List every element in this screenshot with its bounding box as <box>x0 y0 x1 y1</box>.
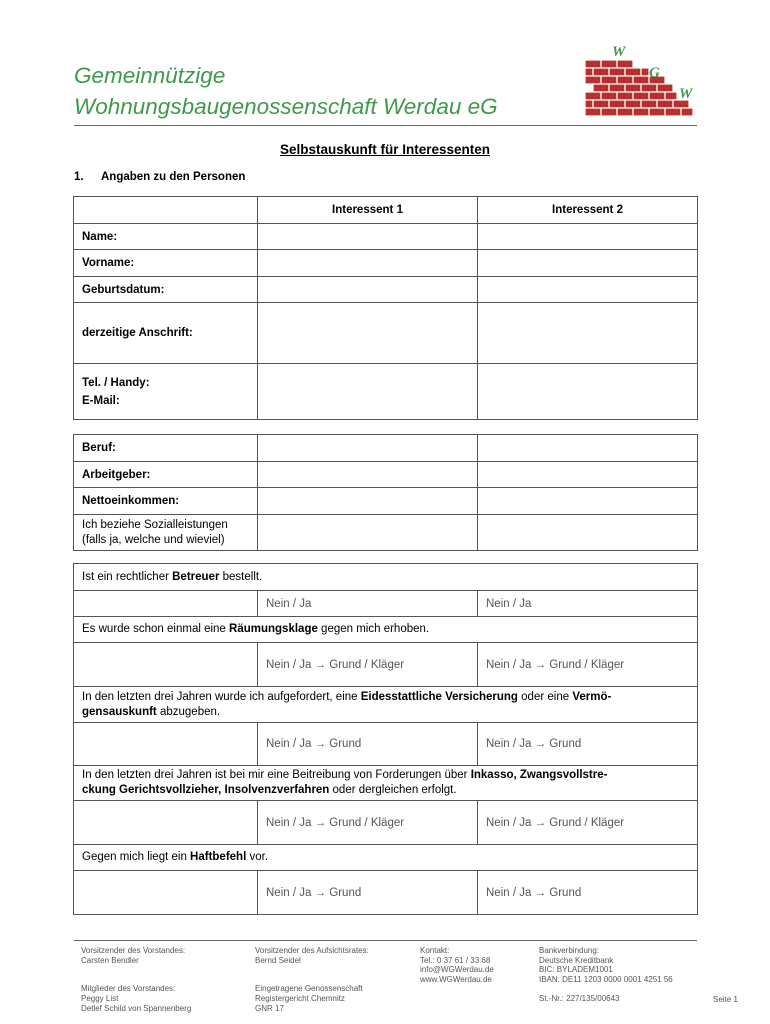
answer-eidesstattliche-1[interactable]: Nein / Ja → Grund <box>258 723 478 766</box>
statement-text: bestellt. <box>219 570 263 583</box>
statement-raeumungsklage <box>74 617 698 643</box>
statement-line <box>82 690 689 705</box>
answer-raeumungsklage-1[interactable]: Nein / Ja → Grund / Kläger <box>258 643 478 687</box>
row-label-contact <box>74 364 258 420</box>
footer-text: Registergericht Chemnitz <box>255 993 345 1003</box>
row-label-sozialleistungen <box>74 515 258 551</box>
field-name-1[interactable] <box>258 224 478 250</box>
statement-line <box>82 768 689 783</box>
footer-text: Kontakt: <box>420 946 450 955</box>
sozialleistungen-line1: Ich beziehe Sozialleistungen <box>82 518 228 531</box>
wgw-logo <box>583 44 698 124</box>
answer-inkasso-2[interactable]: Nein / Ja → Grund / Kläger <box>478 801 698 845</box>
document-title: Selbstauskunft für Interessenten <box>279 142 491 157</box>
answer-haftbefehl-1[interactable]: Nein / Ja → Grund <box>258 871 478 915</box>
answer-raeumungsklage-2[interactable]: Nein / Ja → Grund / Kläger <box>478 643 698 687</box>
row-label-nettoeinkommen: Nettoeinkommen: <box>74 488 258 515</box>
answer-haftbefehl-2[interactable]: Nein / Ja → Grund <box>478 871 698 915</box>
footer-text: Deutsche Kreditbank <box>539 955 614 965</box>
footer-text: BIC: BYLADEM1001 <box>539 965 613 975</box>
logo-letter-w2: W <box>679 86 693 102</box>
footer-text: Eingetragene Genossenschaft <box>255 984 363 994</box>
field-nettoeinkommen-1[interactable] <box>258 488 478 515</box>
field-name-2[interactable] <box>478 224 698 250</box>
footer-email-link[interactable]: info@WGWerdau.de <box>420 965 494 975</box>
footer-text: Mitglieder des Vorstandes: <box>81 984 176 994</box>
row-label-vorname: Vorname: <box>74 250 258 277</box>
statement-text: Ist ein rechtlicher <box>82 570 173 583</box>
statement-keyword: Eidesstattliche Versicherung <box>360 690 518 703</box>
row-label-arbeitgeber: Arbeitgeber: <box>74 462 258 488</box>
footer-text: Carsten Bendler <box>81 955 139 965</box>
section-label: Angaben zu den Personen <box>101 171 246 183</box>
footer-phone: Tel.: 0 37 61 / 33 68 <box>420 955 491 965</box>
footer-text: Vorsitzender des Aufsichtsrates: <box>255 946 369 955</box>
column-header-interessent-2: Interessent 2 <box>478 197 698 224</box>
footer-column-board <box>81 946 191 1013</box>
answer-label-cell <box>74 801 258 845</box>
field-contact-2[interactable] <box>478 364 698 420</box>
field-beruf-1[interactable] <box>258 435 478 462</box>
row-label-name: Name: <box>74 224 258 250</box>
page-number: Seite 1 <box>713 995 738 1004</box>
field-anschrift-1[interactable] <box>258 303 478 364</box>
section-heading <box>74 171 245 183</box>
footer-text: St.-Nr.: 227/135/00643 <box>539 993 620 1003</box>
field-arbeitgeber-1[interactable] <box>258 462 478 488</box>
statement-inkasso <box>74 766 698 801</box>
footer-column-bank <box>539 946 673 1004</box>
row-label-email: E-Mail: <box>82 394 120 407</box>
statement-keyword: ckung Gerichtsvollzieher, Insolvenzverfahren <box>82 784 330 796</box>
statement-text: In den letzten drei Jahren ist bei mir eine Beitreibung von Forderungen über <box>82 769 471 781</box>
header-divider <box>74 125 697 126</box>
row-label-anschrift: derzeitige Anschrift: <box>74 303 258 364</box>
answer-label-cell <box>74 871 258 915</box>
footer-website-link[interactable]: www.WGWerdau.de <box>420 974 492 984</box>
row-label-geburtsdatum: Geburtsdatum: <box>74 277 258 303</box>
field-geburtsdatum-1[interactable] <box>258 277 478 303</box>
statement-keyword: Inkasso, Zwangsvollstre- <box>470 769 608 781</box>
statement-keyword: Vermö- <box>572 690 612 703</box>
footer-divider <box>74 940 697 941</box>
table-corner-cell <box>74 197 258 224</box>
footer-column-supervisory <box>255 946 369 1013</box>
sozialleistungen-line2: (falls ja, welche und wieviel) <box>82 533 225 546</box>
declarations-table <box>73 563 698 915</box>
statement-text: In den letzten drei Jahren wurde ich aufgefordert, eine <box>82 690 361 703</box>
statement-text: vor. <box>246 851 269 863</box>
statement-keyword: Betreuer <box>172 570 220 583</box>
field-geburtsdatum-2[interactable] <box>478 277 698 303</box>
footer-text: Bankverbindung: <box>539 946 600 955</box>
row-label-beruf: Beruf: <box>74 435 258 462</box>
statement-keyword: Räumungsklage <box>229 623 318 635</box>
footer-text: Detlef Schild von Spannenberg <box>81 1003 192 1013</box>
statement-text: oder dergleichen erfolgt. <box>329 784 457 796</box>
answer-label-cell <box>74 723 258 766</box>
field-vorname-2[interactable] <box>478 250 698 277</box>
footer-text: Vorsitzender des Vorstandes: <box>81 946 186 955</box>
answer-betreuer-1[interactable]: Nein / Ja <box>258 591 478 617</box>
statement-betreuer <box>74 564 698 591</box>
statement-text: gegen mich erhoben. <box>317 623 430 635</box>
statement-line <box>82 705 689 720</box>
statement-text: Gegen mich liegt ein <box>82 851 191 863</box>
logo-letter-g: G <box>649 65 660 81</box>
statement-text: abzugeben. <box>156 705 221 718</box>
field-beruf-2[interactable] <box>478 435 698 462</box>
answer-label-cell <box>74 643 258 687</box>
statement-haftbefehl <box>74 845 698 871</box>
answer-inkasso-1[interactable]: Nein / Ja → Grund / Kläger <box>258 801 478 845</box>
organization-name-line1: Gemeinnützige <box>74 63 226 88</box>
answer-eidesstattliche-2[interactable]: Nein / Ja → Grund <box>478 723 698 766</box>
statement-keyword: Haftbefehl <box>190 851 247 863</box>
statement-text: oder eine <box>517 690 573 703</box>
row-label-telefon: Tel. / Handy: <box>82 376 150 389</box>
footer-column-contact <box>420 946 494 984</box>
statement-eidesstattliche-versicherung <box>74 687 698 723</box>
answer-betreuer-2[interactable]: Nein / Ja <box>478 591 698 617</box>
organization-name <box>74 60 498 122</box>
statement-keyword: gensauskunft <box>82 705 157 718</box>
employment-table <box>73 434 698 551</box>
field-sozialleistungen-1[interactable] <box>258 515 478 551</box>
organization-name-line2: Wohnungsbaugenossenschaft Werdau eG <box>74 94 498 119</box>
footer-text: Bernd Seidel <box>255 955 301 965</box>
statement-text: Es wurde schon einmal eine <box>82 623 230 635</box>
answer-label-cell <box>74 591 258 617</box>
column-header-interessent-1: Interessent 1 <box>258 197 478 224</box>
field-anschrift-2[interactable] <box>478 303 698 364</box>
field-sozialleistungen-2[interactable] <box>478 515 698 551</box>
logo-letter-w1: W <box>612 44 626 60</box>
footer-text: Peggy List <box>81 993 119 1003</box>
statement-line <box>82 783 689 798</box>
persons-table <box>73 196 698 420</box>
section-number: 1. <box>74 171 84 183</box>
field-arbeitgeber-2[interactable] <box>478 462 698 488</box>
field-nettoeinkommen-2[interactable] <box>478 488 698 515</box>
field-contact-1[interactable] <box>258 364 478 420</box>
field-vorname-1[interactable] <box>258 250 478 277</box>
footer-text: GNR 17 <box>255 1003 284 1013</box>
footer-text: IBAN: DE11 1203 0000 0001 4251 56 <box>539 974 673 984</box>
